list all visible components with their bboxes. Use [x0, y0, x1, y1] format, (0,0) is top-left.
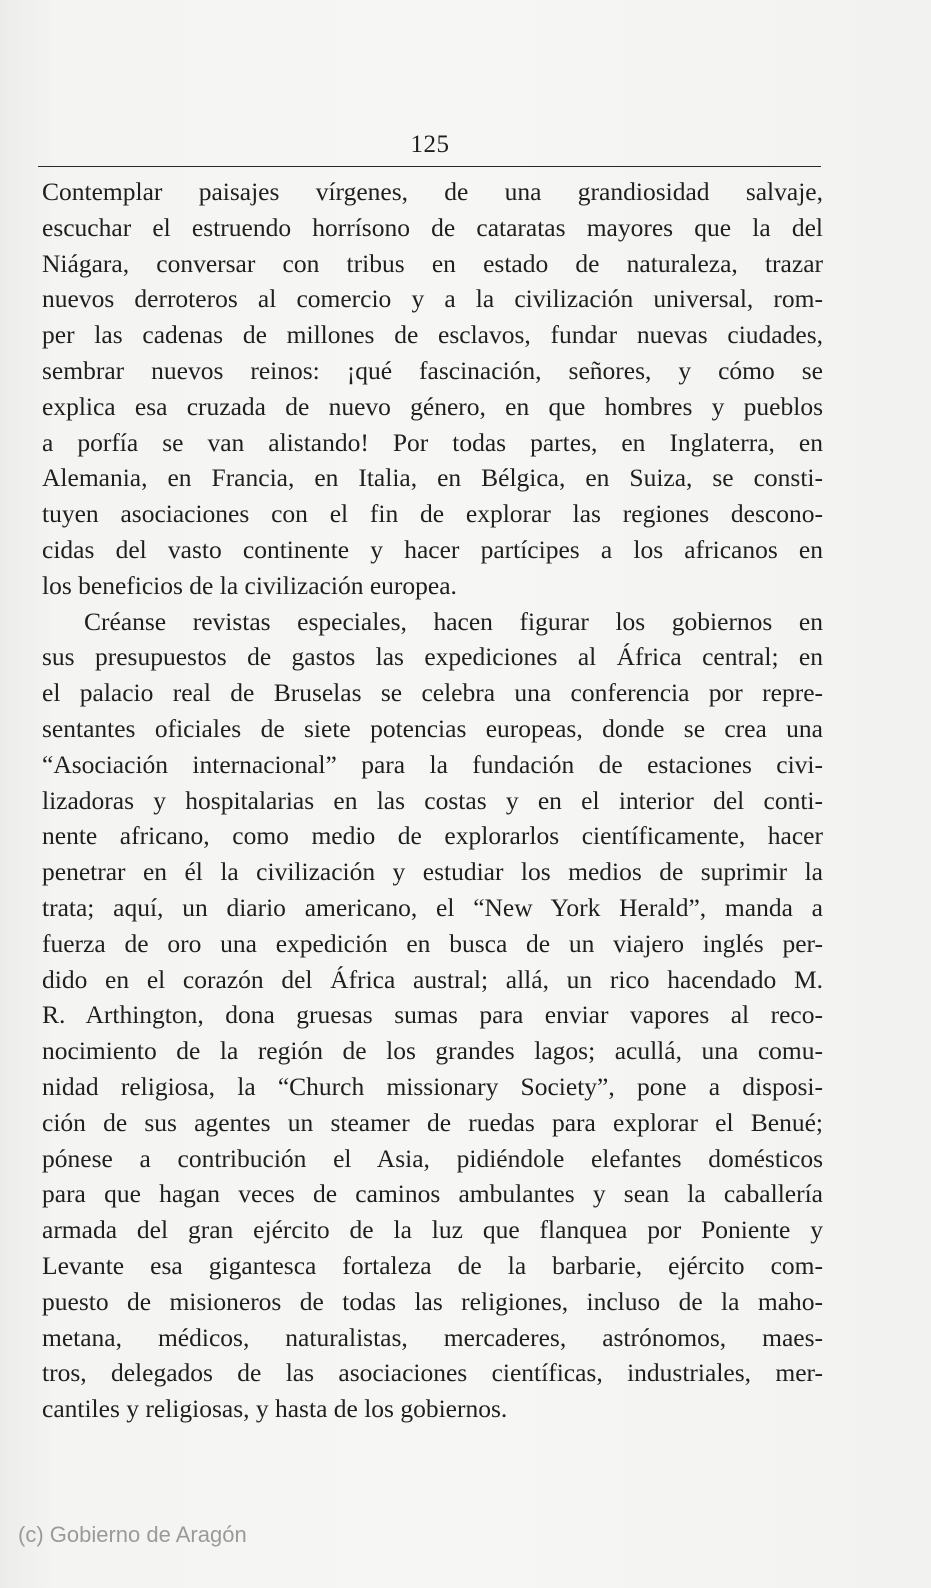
- text-line: “Asociación internacional” para la fundación de estaciones civi-: [42, 749, 823, 779]
- text-line: cidas del vasto continente y hacer partícipes a los africanos en: [42, 534, 823, 564]
- text-line: lizadoras y hospitalarias en las costas y en el interior del conti-: [42, 785, 823, 815]
- text-line: Niágara, conversar con tribus en estado de naturaleza, trazar: [42, 248, 823, 278]
- text-line: Levante esa gigantesca fortaleza de la barbarie, ejército com-: [42, 1250, 823, 1280]
- text-line: pónese a contribución el Asia, pidiéndole elefantes domésticos: [42, 1143, 823, 1173]
- text-line: nuevos derroteros al comercio y a la civilización universal, rom-: [42, 284, 823, 314]
- text-line: para que hagan veces de caminos ambulantes y sean la caballería: [42, 1179, 823, 1209]
- text-line: Contemplar paisajes vírgenes, de una grandiosidad salvaje,: [42, 177, 823, 206]
- copyright-watermark: (c) Gobierno de Aragón: [18, 1522, 247, 1547]
- text-line: nidad religiosa, la “Church missionary Society”, pone a disposi-: [42, 1071, 823, 1101]
- header-rule: [38, 166, 821, 167]
- text-line: los beneficios de la civilización europea.: [42, 570, 457, 600]
- paragraph-2: [42, 604, 823, 1427]
- text-line: sus presupuestos de gastos las expediciones al África central; en: [42, 642, 823, 672]
- text-line: penetrar en él la civilización y estudiar los medios de suprimir la: [42, 857, 823, 887]
- text-line: Créanse revistas especiales, hacen figurar los gobiernos en: [84, 606, 823, 636]
- text-line: puesto de misioneros de todas las religiones, incluso de la maho-: [42, 1286, 823, 1316]
- body-text: [42, 174, 823, 1427]
- text-line: dido en el corazón del África austral; allá, un rico hacendado M.: [42, 964, 823, 994]
- text-line: tuyen asociaciones con el fin de explorar las regiones descono-: [42, 499, 823, 529]
- text-line: ción de sus agentes un steamer de ruedas para explorar el Benué;: [42, 1107, 823, 1137]
- text-line: el palacio real de Bruselas se celebra una conferencia por repre-: [42, 678, 823, 708]
- text-line: armada del gran ejército de la luz que flanquea por Poniente y: [42, 1215, 823, 1245]
- text-line: R. Arthington, dona gruesas sumas para enviar vapores al reco-: [42, 1000, 823, 1030]
- text-line: sembrar nuevos reinos: ¡qué fascinación, señores, y cómo se: [42, 355, 823, 385]
- text-line: escuchar el estruendo horrísono de cataratas mayores que la del: [42, 212, 823, 242]
- text-line: cantiles y religiosas, y hasta de los gobiernos.: [42, 1394, 508, 1424]
- text-line: tros, delegados de las asociaciones científicas, industriales, mer-: [42, 1358, 823, 1388]
- text-line: nocimiento de la región de los grandes lagos; acullá, una comu-: [42, 1036, 823, 1066]
- text-line: nente africano, como medio de explorarlos científicamente, hacer: [42, 821, 823, 851]
- text-line: per las cadenas de millones de esclavos, fundar nuevas ciudades,: [42, 320, 823, 350]
- text-line: explica esa cruzada de nuevo género, en que hombres y pueblos: [42, 391, 823, 421]
- text-line: trata; aquí, un diario americano, el “New York Herald”, manda a: [42, 892, 823, 922]
- text-line: a porfía se van alistando! Por todas partes, en Inglaterra, en: [42, 427, 823, 457]
- text-line: fuerza de oro una expedición en busca de un viajero inglés per-: [42, 928, 823, 958]
- paragraph-1: [42, 174, 823, 604]
- text-line: Alemania, en Francia, en Italia, en Bélgica, en Suiza, se consti-: [42, 463, 823, 493]
- page-number: 125: [410, 131, 450, 158]
- text-line: metana, médicos, naturalistas, mercaderes, astrónomos, maes-: [42, 1322, 823, 1352]
- text-line: sentantes oficiales de siete potencias europeas, donde se crea una: [42, 713, 823, 743]
